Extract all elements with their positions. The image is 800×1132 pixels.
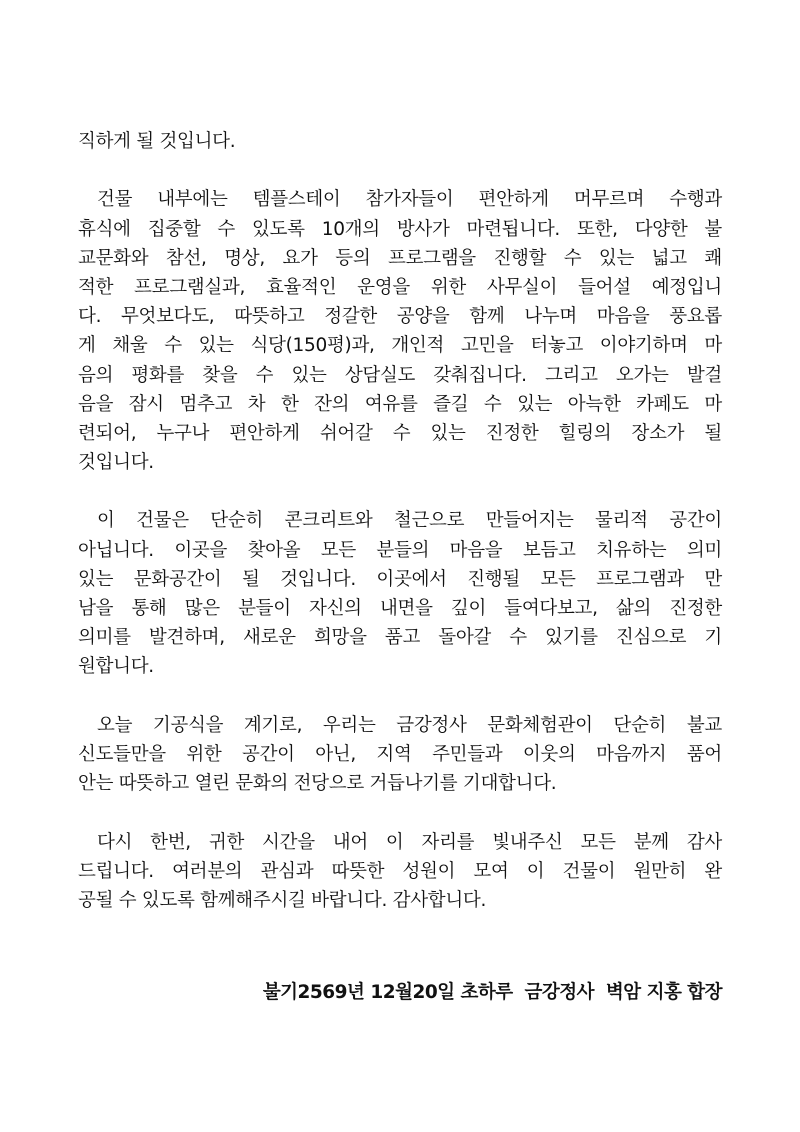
paragraph-facilities [78,185,722,477]
text-line: 것입니다. [78,452,154,474]
text-line: 다시 한번, 귀한 시간을 내어 이 자리를 빛내주신 모든 분께 감사 [97,831,722,853]
paragraph-gap [78,477,722,506]
text-line: 공될 수 있도록 함께해주시길 바랍니다. 감사합니다. [78,889,487,911]
text-line: 의미를 발견하며, 새로운 희망을 품고 돌아갈 수 있기를 진심으로 기 [78,627,722,649]
text-line: 있는 문화공간이 될 것입니다. 이곳에서 진행될 모든 프로그램과 만 [78,568,722,590]
text-line: 교문화와 참선, 명상, 요가 등의 프로그램을 진행할 수 있는 넓고 쾌 [78,247,722,269]
text-line: 드립니다. 여러분의 관심과 따뜻한 성원이 모여 이 건물이 원만히 완 [78,860,722,882]
text-line: 련되어, 누구나 편안하게 쉬어갈 수 있는 진정한 힐링의 장소가 될 [78,422,722,444]
text-line: 이 건물은 단순히 콘크리트와 철근으로 만들어지는 물리적 공간이 [97,510,722,532]
text-line: 다. 무엇보다도, 따뜻하고 정갈한 공양을 함께 나누며 마음을 풍요롭 [78,306,722,328]
text-line: 음의 평화를 찾을 수 있는 상담실도 갖춰집니다. 그리고 오가는 발걸 [78,364,722,386]
paragraph-continuation [78,127,722,156]
signature-line: 불기2569년 12월20일 초하루 금강정사 벽암 지홍 합장 [262,982,722,1003]
paragraph-gap [78,682,722,711]
text-line: 음을 잠시 멈추고 차 한 잔의 여유를 즐길 수 있는 아늑한 카페도 마 [78,393,722,415]
text-line: 적한 프로그램실과, 효율적인 운영을 위한 사무실이 들어설 예정입니 [78,276,722,298]
text-line: 오늘 기공식을 계기로, 우리는 금강정사 문화체험관이 단순히 불교 [97,714,722,736]
text-line: 신도들만을 위한 공간이 아닌, 지역 주민들과 이웃의 마음까지 품어 [78,743,722,765]
paragraph-gap [78,798,722,827]
document-body [78,127,722,915]
text-line: 건물 내부에는 템플스테이 참가자들이 편안하게 머무르며 수행과 [97,189,722,211]
paragraph-hopes [78,711,722,799]
text-line: 남을 통해 많은 분들이 자신의 내면을 깊이 들여다보고, 삶의 진정한 [78,598,722,619]
paragraph-meaning [78,506,722,681]
text-line: 아닙니다. 이곳을 찾아올 모든 분들의 마음을 보듬고 치유하는 의미 [78,539,722,561]
text-line: 안는 따뜻하고 열린 문화의 전당으로 거듭나기를 기대합니다. [78,773,557,795]
text-line: 원합니다. [78,656,154,678]
paragraph-gap [78,156,722,185]
text-line: 직하게 될 것입니다. [78,131,236,152]
text-line: 게 채울 수 있는 식당(150평)과, 개인적 고민을 터놓고 이야기하며 마 [78,335,722,357]
text-line: 휴식에 집중할 수 있도록 10개의 방사가 마련됩니다. 또한, 다양한 불 [78,218,722,240]
paragraph-thanks [78,828,722,916]
